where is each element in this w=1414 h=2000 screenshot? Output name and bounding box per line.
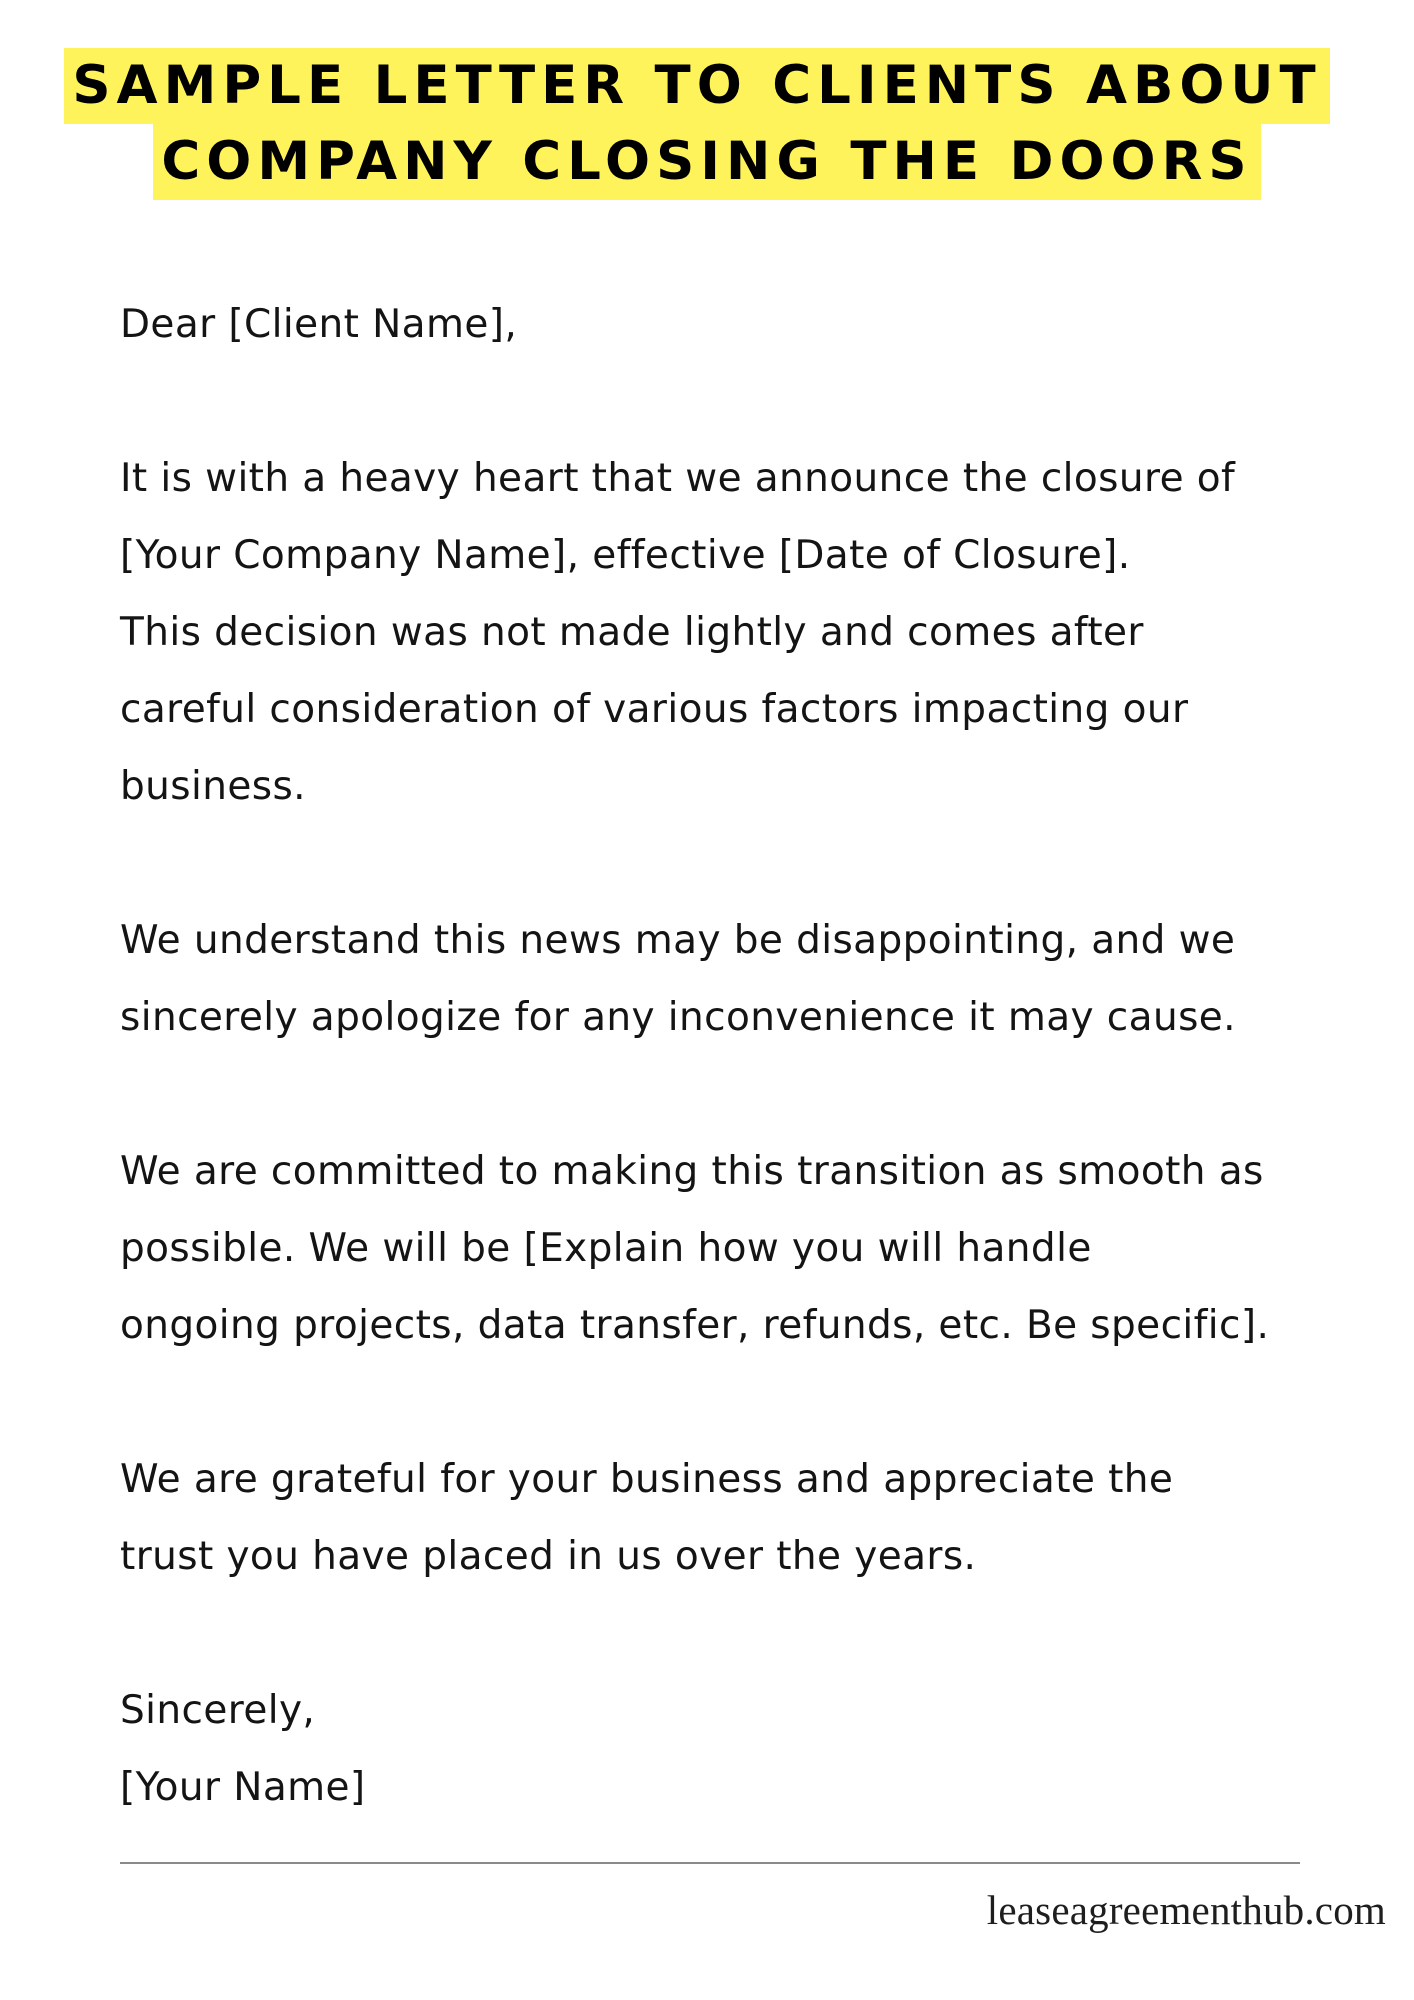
letter-title <box>0 48 1414 200</box>
text-line: sincerely apologize for any inconvenience it may cause. <box>120 995 1236 1040</box>
text-line: careful consideration of various factors impacting our <box>120 687 1189 732</box>
text-line: This decision was not made lightly and comes after <box>120 610 1144 655</box>
paragraph-closure-announcement <box>120 440 1360 825</box>
closing: Sincerely, <box>120 1688 316 1733</box>
paragraph-apology <box>120 902 1360 1056</box>
text-line: It is with a heavy heart that we announce the closure of <box>120 456 1236 501</box>
footer-website: leaseagreementhub.com <box>986 1887 1386 1933</box>
text-line: We are committed to making this transition as smooth as <box>120 1149 1264 1194</box>
text-line: We are grateful for your business and appreciate the <box>120 1457 1174 1502</box>
title-line-1: SAMPLE LETTER TO CLIENTS ABOUT <box>64 48 1329 124</box>
paragraph-transition <box>120 1133 1360 1364</box>
text-line: We understand this news may be disappointing, and we <box>120 918 1236 963</box>
text-line: ongoing projects, data transfer, refunds, etc. Be specific]. <box>120 1303 1270 1348</box>
title-line-2: COMPANY CLOSING THE DOORS <box>153 124 1260 200</box>
text-line: possible. We will be [Explain how you will handle <box>120 1226 1092 1271</box>
text-line: business. <box>120 764 306 809</box>
salutation: Dear [Client Name], <box>120 302 518 347</box>
letter-body <box>120 286 1360 1826</box>
text-line: trust you have placed in us over the years. <box>120 1534 977 1579</box>
footer-divider <box>120 1862 1300 1864</box>
signature: [Your Name] <box>120 1765 366 1810</box>
text-line: [Your Company Name], effective [Date of Closure]. <box>120 533 1131 578</box>
paragraph-gratitude <box>120 1441 1360 1595</box>
